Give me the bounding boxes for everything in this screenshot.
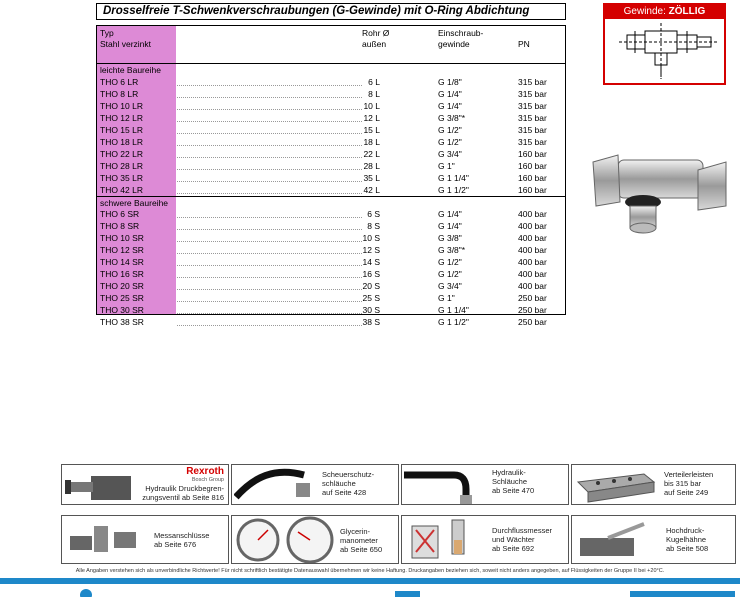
cell-type: THO 35 LR bbox=[100, 173, 143, 183]
footer-bar bbox=[0, 578, 740, 584]
cell-pn: 250 bar bbox=[518, 305, 547, 315]
cell-type: THO 30 SR bbox=[100, 305, 144, 315]
fitting-drawing-icon bbox=[605, 19, 724, 83]
cell-pn: 400 bar bbox=[518, 209, 547, 219]
table-row bbox=[97, 172, 565, 184]
cell-pn: 315 bar bbox=[518, 101, 547, 111]
dotted-leader bbox=[177, 265, 362, 266]
cell-rohr: 42 L bbox=[363, 185, 380, 195]
cell-type: THO 22 LR bbox=[100, 149, 143, 159]
ad-druckbegrenzungsventil[interactable] bbox=[61, 464, 229, 505]
cell-type: THO 10 SR bbox=[100, 233, 144, 243]
table-row bbox=[97, 100, 565, 112]
cell-rohr: 38 S bbox=[362, 317, 380, 327]
ad-text: Messanschlüsse ab Seite 676 bbox=[154, 531, 210, 549]
cell-rohr: 6 L bbox=[368, 77, 380, 87]
cell-type: THO 20 SR bbox=[100, 281, 144, 291]
dotted-leader bbox=[177, 121, 362, 122]
dotted-leader bbox=[177, 313, 362, 314]
dotted-leader bbox=[177, 157, 362, 158]
table-row bbox=[97, 220, 565, 232]
dotted-leader bbox=[177, 289, 362, 290]
cell-type: THO 15 LR bbox=[100, 125, 143, 135]
table-title: Drosselfreie T-Schwenkverschraubungen (G-Gewinde) mit O-Ring Abdichtung bbox=[103, 5, 530, 17]
group-heading bbox=[97, 64, 565, 76]
dotted-leader bbox=[177, 325, 362, 326]
cell-type: THO 6 SR bbox=[100, 209, 140, 219]
ad-text: Hochdruck- Kugelhähne ab Seite 508 bbox=[666, 526, 709, 553]
flow-meter-icon bbox=[404, 516, 490, 564]
cell-rohr: 15 L bbox=[363, 125, 380, 135]
t-fitting-photo-icon bbox=[588, 140, 728, 240]
dotted-leader bbox=[177, 253, 362, 254]
cell-type: THO 42 LR bbox=[100, 185, 143, 195]
cell-rohr: 14 S bbox=[362, 257, 380, 267]
cell-type: THO 28 LR bbox=[100, 161, 143, 171]
cell-rohr: 6 S bbox=[367, 209, 380, 219]
gewinde-name: ZÖLLIG bbox=[668, 6, 706, 17]
table-row bbox=[97, 256, 565, 268]
rexroth-logo: Rexroth bbox=[186, 466, 224, 477]
ad-text: Glycerin- manometer ab Seite 650 bbox=[340, 527, 383, 554]
gewinde-title bbox=[605, 5, 724, 19]
cell-pn: 160 bar bbox=[518, 149, 547, 159]
ad-hydraulik-schlaeuche[interactable] bbox=[401, 464, 569, 505]
cell-type: THO 14 SR bbox=[100, 257, 144, 267]
hydraulic-hose-icon bbox=[404, 467, 492, 505]
cell-gewinde: G 1/2" bbox=[438, 257, 462, 267]
cell-pn: 400 bar bbox=[518, 221, 547, 231]
cell-rohr: 12 S bbox=[362, 245, 380, 255]
cell-pn: 400 bar bbox=[518, 269, 547, 279]
ad-text: Hydraulik- Schläuche ab Seite 470 bbox=[492, 468, 535, 495]
ball-valve-icon bbox=[574, 518, 660, 564]
dotted-leader bbox=[177, 169, 362, 170]
cell-type: THO 8 SR bbox=[100, 221, 140, 231]
table-row bbox=[97, 304, 565, 316]
manifold-icon bbox=[574, 468, 658, 504]
valve-icon bbox=[65, 468, 135, 504]
footer-note: Alle Angaben verstehen sich als unverbindliche Richtwerte! Für nicht schriftlich bestätigte Datenauswahl übernehmen wir keine Haftung. Druckangaben beziehen sich, soweit nicht anders angegeben, auf Flüssigkeiten der Gruppe II bei +20°C. bbox=[75, 568, 665, 574]
cell-rohr: 10 S bbox=[362, 233, 380, 243]
table-row bbox=[97, 76, 565, 88]
group-label: leichte Baureihe bbox=[100, 65, 161, 75]
table-row bbox=[97, 280, 565, 292]
cell-pn: 160 bar bbox=[518, 161, 547, 171]
cell-rohr: 35 L bbox=[363, 173, 380, 183]
cell-type: THO 12 LR bbox=[100, 113, 143, 123]
cell-type: THO 16 SR bbox=[100, 269, 144, 279]
cell-type: THO 8 LR bbox=[100, 89, 139, 99]
table-row bbox=[97, 88, 565, 100]
ad-durchflussmesser[interactable] bbox=[401, 515, 569, 564]
cell-rohr: 30 S bbox=[362, 305, 380, 315]
cell-pn: 400 bar bbox=[518, 233, 547, 243]
cell-gewinde: G 1" bbox=[438, 161, 455, 171]
cell-pn: 400 bar bbox=[518, 257, 547, 267]
cell-gewinde: G 1 1/2" bbox=[438, 185, 469, 195]
ad-kugelhaehne[interactable] bbox=[571, 515, 736, 564]
cell-pn: 315 bar bbox=[518, 113, 547, 123]
cell-gewinde: G 1/4" bbox=[438, 209, 462, 219]
cell-rohr: 16 S bbox=[362, 269, 380, 279]
table-row bbox=[97, 124, 565, 136]
table-title-box bbox=[96, 3, 566, 20]
dotted-leader bbox=[177, 97, 362, 98]
cell-gewinde: G 3/4" bbox=[438, 149, 462, 159]
cell-gewinde: G 1/4" bbox=[438, 101, 462, 111]
table-row bbox=[97, 232, 565, 244]
cell-gewinde: G 1/2" bbox=[438, 269, 462, 279]
dotted-leader bbox=[177, 193, 362, 194]
cell-rohr: 22 L bbox=[363, 149, 380, 159]
cell-gewinde: G 1 1/4" bbox=[438, 305, 469, 315]
dotted-leader bbox=[177, 217, 362, 218]
group-label: schwere Baureihe bbox=[100, 198, 169, 208]
cell-type: THO 25 SR bbox=[100, 293, 144, 303]
dotted-leader bbox=[177, 229, 362, 230]
gewinde-prefix: Gewinde: bbox=[623, 6, 666, 17]
gewinde-zollig-box bbox=[603, 3, 726, 85]
product-table bbox=[96, 25, 566, 327]
table-row bbox=[97, 160, 565, 172]
cell-pn: 400 bar bbox=[518, 281, 547, 291]
cell-rohr: 25 S bbox=[362, 293, 380, 303]
cell-gewinde: G 1 1/4" bbox=[438, 173, 469, 183]
ad-messanschluesse[interactable] bbox=[61, 515, 229, 564]
cell-pn: 160 bar bbox=[518, 173, 547, 183]
table-row bbox=[97, 292, 565, 304]
table-row bbox=[97, 148, 565, 160]
test-coupling-icon bbox=[64, 518, 144, 564]
cell-rohr: 28 L bbox=[363, 161, 380, 171]
rexroth-sub: Bosch Group bbox=[191, 477, 224, 483]
cell-rohr: 20 S bbox=[362, 281, 380, 291]
cell-pn: 250 bar bbox=[518, 317, 547, 327]
dotted-leader bbox=[177, 85, 362, 86]
header-rohr: Rohr Ø bbox=[362, 28, 390, 38]
table-row bbox=[97, 112, 565, 124]
ad-text: Hydraulik Druckbegren- zungsventil ab Seite 816 bbox=[142, 484, 224, 502]
table-row bbox=[97, 244, 565, 256]
dotted-leader bbox=[177, 241, 362, 242]
header-gewinde: gewinde bbox=[438, 39, 470, 49]
dotted-leader bbox=[177, 181, 362, 182]
dotted-leader bbox=[177, 145, 362, 146]
header-aussen: außen bbox=[362, 39, 387, 49]
dotted-leader bbox=[177, 109, 362, 110]
header-pn: PN bbox=[518, 39, 530, 49]
pressure-gauge-icon bbox=[234, 516, 338, 564]
cell-gewinde: G 3/4" bbox=[438, 281, 462, 291]
dotted-leader bbox=[177, 133, 362, 134]
cell-rohr: 12 L bbox=[363, 113, 380, 123]
cell-pn: 315 bar bbox=[518, 137, 547, 147]
cell-gewinde: G 1/4" bbox=[438, 221, 462, 231]
header-stahl: Stahl verzinkt bbox=[100, 39, 152, 49]
cell-type: THO 18 LR bbox=[100, 137, 143, 147]
ad-scheuerschutz[interactable] bbox=[231, 464, 399, 505]
ad-verteilerleisten[interactable] bbox=[571, 464, 736, 505]
cell-pn: 315 bar bbox=[518, 89, 547, 99]
cell-type: THO 12 SR bbox=[100, 245, 144, 255]
cell-gewinde: G 1" bbox=[438, 293, 455, 303]
header-einschraub: Einschraub- bbox=[438, 28, 484, 38]
table-row bbox=[97, 268, 565, 280]
table-row bbox=[97, 316, 565, 328]
dotted-leader bbox=[177, 301, 362, 302]
cell-rohr: 8 L bbox=[368, 89, 380, 99]
cell-rohr: 8 S bbox=[367, 221, 380, 231]
dotted-leader bbox=[177, 277, 362, 278]
table-row bbox=[97, 208, 565, 220]
cell-pn: 400 bar bbox=[518, 245, 547, 255]
cell-gewinde: G 3/8"* bbox=[438, 113, 466, 123]
cell-pn: 250 bar bbox=[518, 293, 547, 303]
ad-text: Durchflussmesser und Wächter ab Seite 692 bbox=[492, 526, 553, 553]
cell-pn: 160 bar bbox=[518, 185, 547, 195]
cell-rohr: 18 L bbox=[363, 137, 380, 147]
cell-type: THO 38 SR bbox=[100, 317, 144, 327]
cell-gewinde: G 1/4" bbox=[438, 89, 462, 99]
cell-type: THO 6 LR bbox=[100, 77, 139, 87]
table-row bbox=[97, 136, 565, 148]
hose-icon bbox=[234, 467, 320, 505]
ad-glycerinmanometer[interactable] bbox=[231, 515, 399, 564]
table-row bbox=[97, 184, 565, 196]
cell-gewinde: G 1/8" bbox=[438, 77, 462, 87]
cell-gewinde: G 1/2" bbox=[438, 137, 462, 147]
footer-logos-icon bbox=[0, 588, 740, 597]
cell-rohr: 10 L bbox=[363, 101, 380, 111]
cell-gewinde: G 1 1/2" bbox=[438, 317, 469, 327]
cell-gewinde: G 3/8" bbox=[438, 233, 462, 243]
ad-text: Scheuerschutz- schläuche auf Seite 428 bbox=[322, 470, 375, 497]
cell-pn: 315 bar bbox=[518, 125, 547, 135]
cell-type: THO 10 LR bbox=[100, 101, 143, 111]
cell-pn: 315 bar bbox=[518, 77, 547, 87]
cell-gewinde: G 1/2" bbox=[438, 125, 462, 135]
header-typ: Typ bbox=[100, 28, 114, 38]
cell-gewinde: G 3/8"* bbox=[438, 245, 466, 255]
ad-text: Verteilerleisten bis 315 bar auf Seite 249 bbox=[664, 470, 714, 497]
